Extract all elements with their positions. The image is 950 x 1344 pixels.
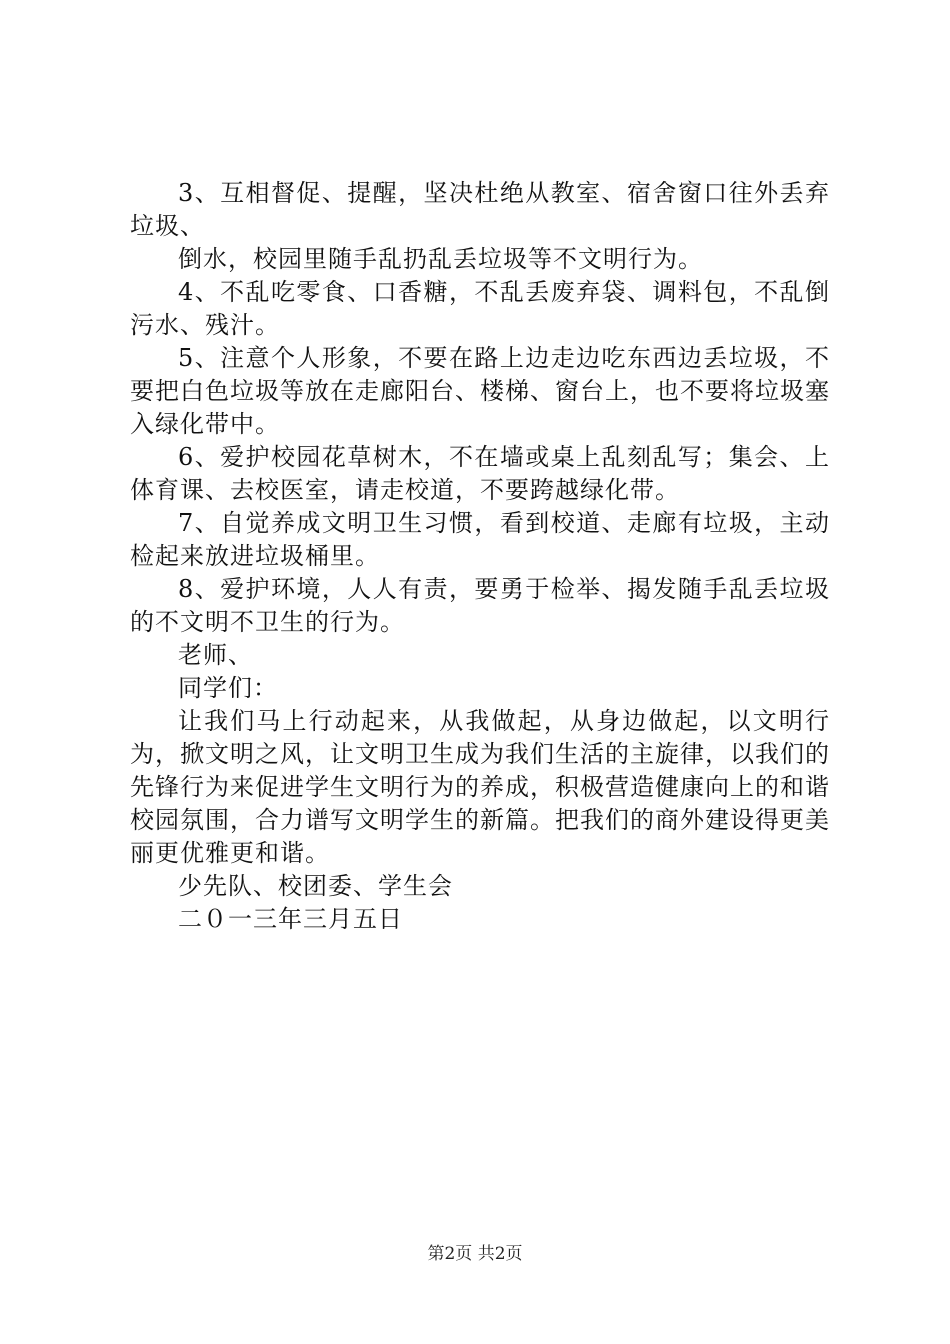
signature-date: 二０一三年三月五日 <box>178 905 403 933</box>
paragraph-item-6: 6、爱护校园花草树木，不在墙或桌上乱刻乱写；集会、上体育课、去校医室，请走校道，不要跨越绿化带。 <box>130 443 830 504</box>
page-number-footer: 第2页 共2页 <box>427 1244 523 1264</box>
paragraph-item-8: 8、爱护环境，人人有责，要勇于检举、揭发随手乱丢垃圾的不文明不卫生的行为。 <box>130 575 830 636</box>
paragraph-item-3: 3、互相督促、提醒，坚决杜绝从教室、宿舍窗口往外丢弃垃圾、 <box>130 179 830 240</box>
salutation-students: 同学们： <box>178 674 278 702</box>
salutation-teachers: 老师、 <box>178 641 253 669</box>
paragraph-item-5: 5、注意个人形象，不要在路上边走边吃东西边丢垃圾，不要把白色垃圾等放在走廊阳台、楼梯、窗台上，也不要将垃圾塞入绿化带中。 <box>130 344 830 438</box>
paragraph-item-7: 7、自觉养成文明卫生习惯，看到校道、走廊有垃圾，主动检起来放进垃圾桶里。 <box>130 509 830 570</box>
signature-organizations: 少先队、校团委、学生会 <box>178 872 453 900</box>
paragraph-item-4: 4、不乱吃零食、口香糖，不乱丢废弃袋、调料包，不乱倒污水、残汁。 <box>130 278 830 339</box>
paragraph-item-3-continued: 倒水，校园里随手乱扔乱丢垃圾等不文明行为。 <box>178 245 703 273</box>
document-body <box>130 177 830 936</box>
closing-appeal-paragraph: 让我们马上行动起来，从我做起，从身边做起，以文明行为，掀文明之风，让文明卫生成为我们生活的主旋律，以我们的先锋行为来促进学生文明行为的养成，积极营造健康向上的和谐校园氛围，合力谱写文明学生的新篇。把我们的商外建设得更美丽更优雅更和谐。 <box>130 707 830 867</box>
